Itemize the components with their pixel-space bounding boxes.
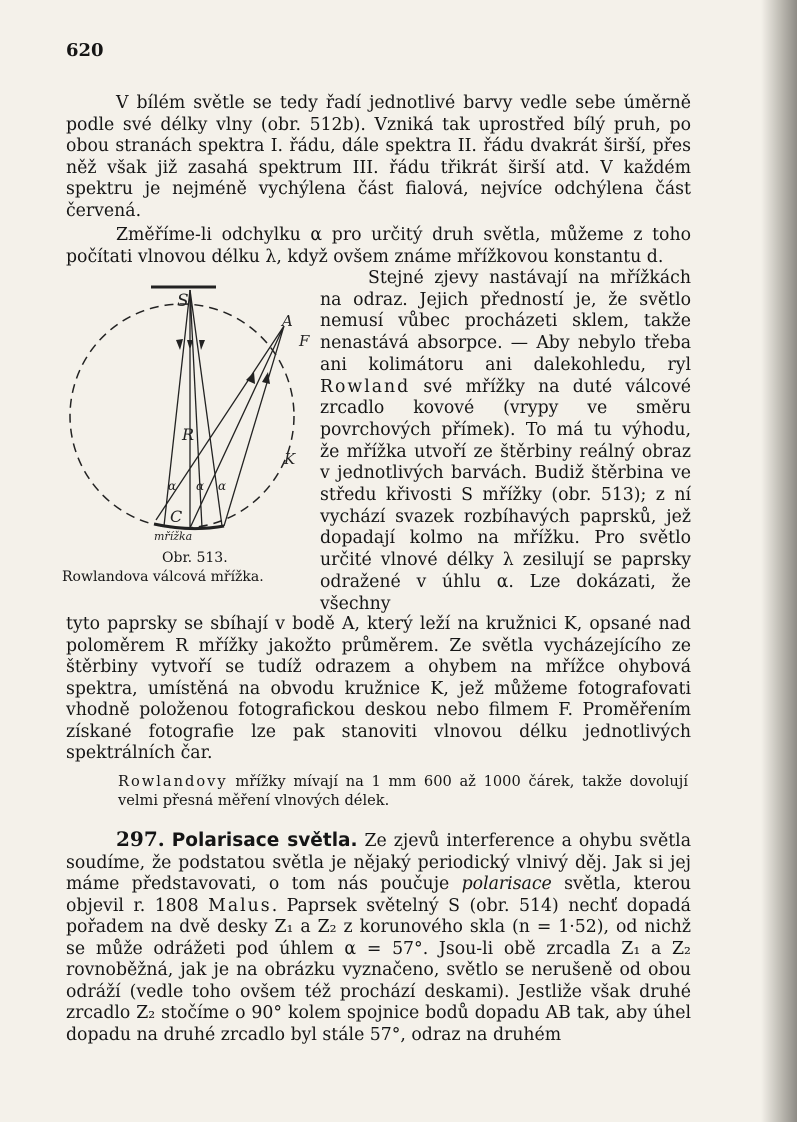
page-number: 620	[66, 40, 104, 61]
paragraph-focusing: tyto paprsky se sbíhají v bodě A, který leží na kružnici K, opsané nad poloměrem R mřížky jakožto průměrem. Ze světla vycházejícího ze štěrbiny vytvoří se tudíž odrazem a ohybem na mřížce ohybová spektra, umístěná na obvodu kružnice K, jež můžeme fotografovati vhodně položenou fotografickou deskou nebo filmem F. Proměřením získané fotografie lze pak stanoviti vlnovou délku jednotlivých spektrálních čar.	[66, 614, 691, 763]
figure-caption: Rowlandova válcová mřížka.	[62, 569, 264, 585]
name-rowland-note: Rowlandovy	[118, 773, 228, 790]
grating-label: mřížka	[154, 530, 193, 543]
footnote: Rowlandovy mřížky mívají na 1 mm 600 až 1000 čárek, takže dovolují velmi přesná měření vlnových délek.	[118, 773, 688, 809]
paragraph-deflection: Změříme-li odchylku α pro určitý druh světla, můžeme z toho počítati vlnovou délku λ, když ovšem známe mřížkovou konstantu d.	[66, 225, 691, 267]
paragraph-white-light: V bílém světle se tedy řadí jednotlivé barvy vedle sebe úměrně podle své délky vlny (obr. 512b). Vzniká tak uprostřed bílý pruh, po obou stranách spektra I. řádu, dále spektra II. řádu dvakrát širší, přes něž však již zasahá spektrum III. řádu třikrát širší atd. V každém spektru je nejméně vychýlena část fialová, nejvíce odchýlena část červená.	[66, 93, 691, 221]
label-r: R	[182, 425, 195, 444]
label-f: F	[299, 332, 310, 350]
label-c: C	[170, 507, 183, 526]
term-polarisace: polarisace	[461, 874, 552, 894]
label-s: S	[177, 291, 189, 311]
paragraph-reflection-gratings: Stejné zjevy nastávají na mřížkách na odraz. Jejich předností je, že světlo nemusí vůbec procházeti sklem, takže nenastává absorpce. — Aby nebylo třeba ani kolimátoru ani dalekohledu, ryl Rowland své mřížky na duté válcové zrcadlo kovové (vrypy ve směru povrchových přímek). To má tu výhodu, že mřížka utvoří ze štěrbiny reálný obraz v jednotlivých barvách. Budiž štěrbina ve středu křivosti S mřížky (obr. 513); z ní vychází svazek rozbíhavých paprsků, jež dopadají kolmo na mřížku. Pro světlo určité vlnové délky λ zesilují se paprsky odražené v úhlu α. Lze dokázati, že všechny	[320, 268, 691, 614]
circle-k	[70, 304, 294, 528]
figure-rowland-grating	[56, 282, 310, 544]
name-malus: Malus	[208, 895, 272, 916]
section-title: Polarisace světla.	[171, 830, 358, 851]
label-k: K	[284, 450, 296, 468]
figure-number: Obr. 513.	[162, 550, 228, 566]
name-rowland: Rowland	[320, 376, 411, 397]
alpha-label: α	[218, 479, 227, 493]
section-polarisation: 297. Polarisace světla. Ze zjevů interference a ohybu světla soudíme, že podstatou světla je nějaký periodický vlnivý děj. Jak si jej máme představovati, o tom nás poučuje polarisace světla, kterou objevil r. 1808 Malus. Paprsek světelný S (obr. 514) nechť dopadá pořadem na dvě desky Z₁ a Z₂ z korunového skla (n = 1·52), od nichž se může odrážeti pod úhlem α = 57°. Jsou-li obě zrcadla Z₁ a Z₂ rovnoběžná, jak je na obrázku vyznačeno, světlo se nerušeně od obou odráží (vedle toho ovšem též prochází deskami). Jestliže však druhé zrcadlo Z₂ stočíme o 90° kolem spojnice bodů dopadu AB tak, aby úhel dopadu na druhé zrcadlo byl stále 57°, odraz na druhém	[66, 827, 691, 1045]
page-gutter	[761, 0, 797, 1122]
alpha-label: α	[196, 479, 205, 493]
alpha-label: α	[168, 479, 177, 493]
section-number: 297.	[116, 827, 165, 851]
label-a: A	[282, 312, 293, 330]
